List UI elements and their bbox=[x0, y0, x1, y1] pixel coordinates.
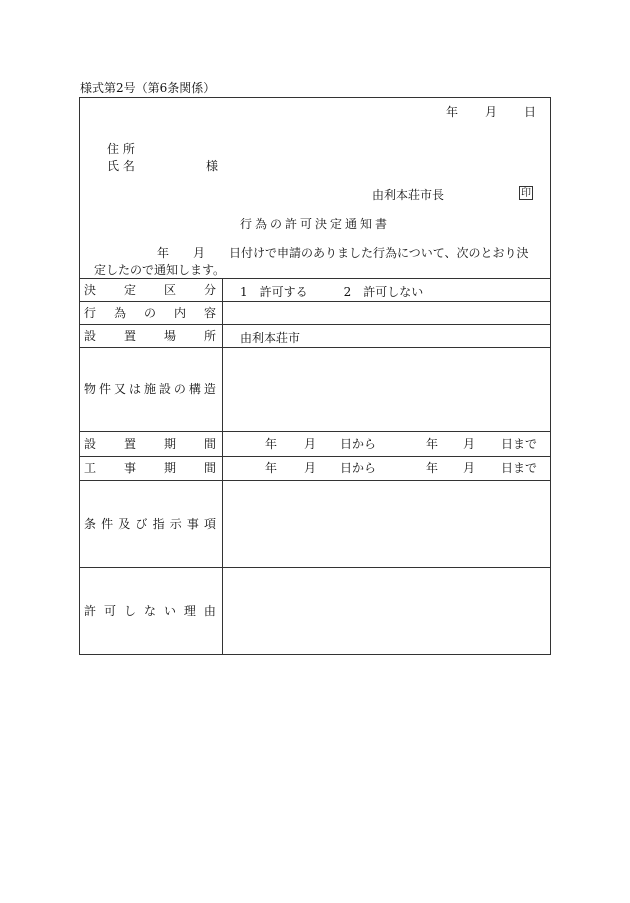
issue-date-month: 月 bbox=[484, 105, 497, 119]
issue-date-day: 日 bbox=[523, 105, 536, 119]
to-month: 月 bbox=[463, 437, 476, 451]
to-day: 日まで bbox=[501, 461, 538, 475]
seal-mark: 印 bbox=[521, 188, 531, 199]
from-day: 日から bbox=[340, 461, 377, 475]
row-divider bbox=[79, 567, 551, 568]
label-denial-reason: 許 可 し な い 理 由 bbox=[84, 604, 216, 618]
value-construction-period bbox=[265, 461, 537, 475]
to-day: 日まで bbox=[501, 437, 538, 451]
value-installation-period bbox=[265, 437, 537, 451]
issuer-title: 由利本荘市長 bbox=[372, 188, 445, 202]
to-year: 年 bbox=[426, 461, 439, 475]
to-month: 月 bbox=[463, 461, 476, 475]
row-divider bbox=[79, 347, 551, 348]
from-day: 日から bbox=[340, 437, 377, 451]
from-month: 月 bbox=[304, 461, 317, 475]
body-text-line-1: 年 月 日付けで申請のありました行為について、次のとおり決 bbox=[157, 246, 529, 260]
label-conditions-instructions: 条 件 及 び 指 示 事 項 bbox=[84, 517, 216, 531]
to-year: 年 bbox=[426, 437, 439, 451]
form-frame bbox=[79, 97, 551, 655]
row-divider bbox=[79, 456, 551, 457]
table-top-border bbox=[79, 278, 551, 279]
value-decision-type: 1 許可する 2 許可しない bbox=[240, 285, 424, 299]
value-installation-site: 由利本荘市 bbox=[240, 331, 301, 345]
label-structure: 物 件 又 は 施 設 の 構 造 bbox=[84, 382, 216, 396]
from-month: 月 bbox=[304, 437, 317, 451]
row-divider bbox=[79, 431, 551, 432]
label-action-content: 行 為 の 内 容 bbox=[84, 306, 216, 320]
column-divider bbox=[222, 278, 223, 655]
form-number: 様式第2号（第6条関係） bbox=[80, 81, 216, 95]
honorific-sama: 様 bbox=[206, 159, 219, 173]
issue-date bbox=[446, 106, 536, 118]
body-text-line-2: 定したので通知します。 bbox=[94, 263, 226, 277]
label-decision-type: 決 定 区 分 bbox=[84, 283, 216, 297]
document-title: 行為の許可決定通知書 bbox=[239, 217, 390, 231]
label-installation-site: 設 置 場 所 bbox=[84, 329, 216, 343]
address-label: 住 所 bbox=[107, 142, 135, 156]
from-year: 年 bbox=[265, 437, 278, 451]
label-construction-period: 工 事 期 間 bbox=[84, 461, 216, 475]
row-divider bbox=[79, 480, 551, 481]
label-installation-period: 設 置 期 間 bbox=[84, 437, 216, 451]
row-divider bbox=[79, 301, 551, 302]
from-year: 年 bbox=[265, 461, 278, 475]
issue-date-year: 年 bbox=[446, 105, 459, 119]
row-divider bbox=[79, 324, 551, 325]
name-label: 氏 名 bbox=[107, 159, 135, 173]
